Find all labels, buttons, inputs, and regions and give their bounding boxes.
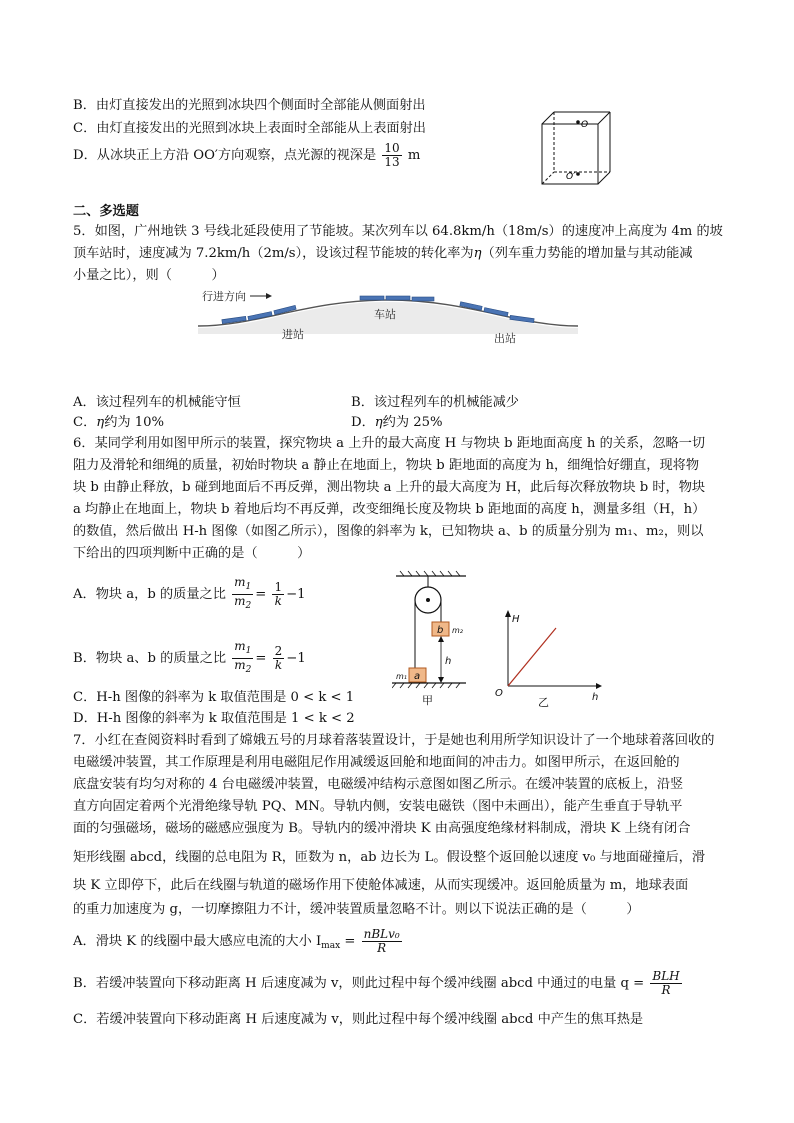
q7-stem-line1: 7．小红在查阅资料时看到了嫦娥五号的月球着落装置设计，于是她也利用所学知识设计了一个地球着落回收的 xyxy=(73,733,715,748)
q4-option-d-text: D．从冰块正上方沿 OO′方向观察，点光源的视深是 xyxy=(73,148,377,163)
q6-stem-line6: 下给出的四项判断中正确的是（ ） xyxy=(73,546,311,561)
q7-a-denominator: R xyxy=(377,941,387,955)
pulley-apparatus-figure xyxy=(392,568,482,708)
q5-stem-line2-text: 顶车站时，速度减为 7.2km/h（2m/s），设该过程节能坡的转化率为 xyxy=(73,246,474,261)
block-b-label: b xyxy=(437,625,444,636)
train-at-station xyxy=(360,296,434,301)
q4-depth-unit: m xyxy=(407,148,421,163)
q6-option-b-text: B．物块 a、b 的质量之比 xyxy=(73,651,227,666)
q6-a-m2: m xyxy=(234,594,246,608)
q6-b-mass-ratio: $\frac{m_1}{m_2}$ xyxy=(234,639,252,675)
q6-option-a-text: A．物块 a，b 的质量之比 xyxy=(73,587,226,602)
q6-a-rhs-fraction xyxy=(272,581,284,608)
graph-line xyxy=(508,628,556,686)
q6-b-m2: m xyxy=(234,658,246,672)
q5-option-c-text: 约为 10% xyxy=(104,415,165,430)
q7-option-c: C．若缓冲装置向下移动距离 H 后速度减为 v，则此过程中每个缓冲线圈 abcd 中产生的焦耳热是 xyxy=(73,1012,644,1027)
q6-b-rhs-denominator: k xyxy=(274,658,283,672)
q6-a-m1: m xyxy=(234,575,246,589)
q6-stem-line4: a 均静止在地面上，物块 b 着地后均不再反弹，改变细绳长度及物块 b 距地面的高度 h，测量多组（H，h） xyxy=(73,502,706,517)
q7-option-a: A．滑块 K 的线圈中最大感应电流的大小 $I_{max}$ = $\frac{\text{nBLv₀}}{R}$ xyxy=(73,927,400,955)
q7-stem-line5: 面的匀强磁场，磁场的磁感应强度为 B。导轨内的缓冲滑块 K 由高强度绝缘材料制成，滑块 K 上绕有闭合 xyxy=(73,821,691,836)
q7-option-a-subscript: max xyxy=(321,941,341,951)
q5-option-d-eta: η xyxy=(374,415,383,430)
q6-stem-line3: 块 b 由静止释放，b 碰到地面后不再反弹，测出物块 a 上升的最大高度为 H，此后每次释放物块 b 时，物块 xyxy=(73,480,706,495)
q6-b-tail: −1 xyxy=(286,651,306,666)
axis-h-lower-label: h xyxy=(592,692,599,703)
q7-option-b xyxy=(73,970,684,997)
q5-stem-line3: 小量之比），则（ ） xyxy=(73,268,225,283)
q4-depth-numerator: 10 xyxy=(384,141,400,155)
q7-stem-line8: 的重力加速度为 g，一切摩擦阻力不计，缓冲装置质量忽略不计。则以下说法正确的是（ ） xyxy=(73,902,640,917)
axis-h-upper-label: H xyxy=(512,614,520,625)
q7-option-b-text: B．若缓冲装置向下移动距离 H 后速度减为 v，则此过程中每个缓冲线圈 abcd 中通过的电量 q = xyxy=(73,976,645,991)
exit-station-label: 出站 xyxy=(494,332,516,345)
origin-label: O xyxy=(495,688,503,699)
q5-option-d xyxy=(351,415,443,431)
q5-option-a: A．该过程列车的机械能守恒 xyxy=(73,395,241,410)
q7-a-numerator: nBLv₀ xyxy=(363,927,400,941)
q7-b-denominator: R xyxy=(661,983,671,997)
q6-option-a: A．物块 a，b 的质量之比 $\frac{m_1}{m_2}$ = $\frac{1}{k}$ −1 xyxy=(73,575,306,611)
cube-label-o: O xyxy=(581,120,589,130)
q7-stem-line7: 块 K 立即停下，此后在线圈与轨道的磁场作用下使舱体减速，从而实现缓冲。返回舱质量为 m，地球表面 xyxy=(73,878,689,893)
q7-a-fraction xyxy=(362,928,402,955)
q5-option-c xyxy=(73,415,164,431)
direction-label: 行进方向 xyxy=(202,290,246,303)
q5-stem-line2 xyxy=(73,246,693,262)
height-h-label: h xyxy=(445,656,452,667)
cube-label-o-prime: O′ xyxy=(566,172,576,182)
q5-option-d-text: 约为 25% xyxy=(382,415,443,430)
q5-option-c-eta: η xyxy=(96,415,105,430)
block-b-mass-label: m₂ xyxy=(452,626,463,635)
q5-stem-line1: 5．如图，广州地铁 3 号线北延段使用了节能坡。某次列车以 64.8km/h（18m/s）的速度冲上高度为 4m 的坡 xyxy=(73,224,723,239)
energy-saving-slope-figure xyxy=(198,286,578,350)
q5-eta-symbol: η xyxy=(473,246,482,261)
q6-stem-line5: 的数值，然后做出 H-h 图像（如图乙所示），图像的斜率为 k，已知物块 a、b 的质量分别为 m₁、m₂，则以 xyxy=(73,524,704,539)
q6-stem-line2: 阻力及滑轮和细绳的质量，初始时物块 a 静止在地面上，物块 b 距地面的高度为 h，细绳恰好绷直，现将物 xyxy=(73,458,700,473)
q6-stem-line1: 6．某同学利用如图甲所示的装置，探究物块 a 上升的最大高度 H 与物块 b 距地面高度 h 的关系，忽略一切 xyxy=(73,436,706,451)
q5-option-b: B．该过程列车的机械能减少 xyxy=(351,395,519,410)
q5-option-c-label: C． xyxy=(73,415,97,430)
q5-option-d-label: D． xyxy=(351,415,375,430)
q7-stem-line4: 直方向固定着两个光滑绝缘导轨 PQ、MN。导轨内侧，安装电磁铁（图中未画出），能产生垂直于导轨平 xyxy=(73,799,683,814)
q6-option-c: C．H-h 图像的斜率为 k 取值范围是 0 < k < 1 xyxy=(73,690,355,705)
figure-yi-label: 乙 xyxy=(538,696,549,708)
figure-jia-label: 甲 xyxy=(422,694,433,707)
q4-depth-fraction xyxy=(382,142,401,169)
q7-b-numerator: BLH xyxy=(652,969,680,983)
q6-a-mass-ratio: $\frac{m_1}{m_2}$ xyxy=(234,575,252,611)
q6-b-m1: m xyxy=(234,639,246,653)
q7-stem-line2: 电磁缓冲装置，其工作原理是利用电磁阻尼作用减缓返回舱和地面间的冲击力。如图甲所示，在返回舱的 xyxy=(73,755,680,770)
q4-depth-denominator: 13 xyxy=(384,155,400,169)
q5-stem-line2-tail: （列车重力势能的增加量与其动能减 xyxy=(481,246,693,261)
q7-stem-line3: 底盘安装有均匀对称的 4 台电磁缓冲装置，电磁缓冲结构示意图如图乙所示。在缓冲装置的底板上，沿竖 xyxy=(73,777,684,792)
q4-option-b: B．由灯直接发出的光照到冰块四个侧面时全部能从侧面射出 xyxy=(73,98,426,113)
q7-option-a-text: A．滑块 K 的线圈中最大感应电流的大小 I xyxy=(73,934,322,949)
q6-a-tail: −1 xyxy=(286,587,306,602)
station-label: 车站 xyxy=(374,308,396,321)
ice-cube-figure xyxy=(538,108,614,188)
q6-b-rhs-fraction xyxy=(273,645,285,672)
q4-option-c: C．由灯直接发出的光照到冰块上表面时全部能从上表面射出 xyxy=(73,121,426,136)
q6-a-rhs-numerator: 1 xyxy=(274,580,283,594)
q6-b-rhs-numerator: 2 xyxy=(274,644,283,658)
q6-option-b: B．物块 a、b 的质量之比 $\frac{m_1}{m_2}$ = $\frac{2}{k}$ −1 xyxy=(73,639,306,675)
q7-b-fraction xyxy=(650,970,681,997)
section-title: 二、多选题 xyxy=(73,204,139,219)
q6-option-d: D．H-h 图像的斜率为 k 取值范围是 1 < k < 2 xyxy=(73,711,355,726)
q6-a-rhs-denominator: k xyxy=(274,594,282,608)
q4-option-d xyxy=(73,142,420,169)
h-graph-figure xyxy=(492,608,604,708)
block-a-label: a xyxy=(414,671,421,682)
enter-station-label: 进站 xyxy=(282,328,304,341)
block-a-mass-label: m₁ xyxy=(396,672,407,681)
q7-stem-line6: 矩形线圈 abcd，线圈的总电阻为 R，匝数为 n，ab 边长为 L。假设整个返回舱以速度 v₀ 与地面碰撞后，滑 xyxy=(73,850,706,865)
